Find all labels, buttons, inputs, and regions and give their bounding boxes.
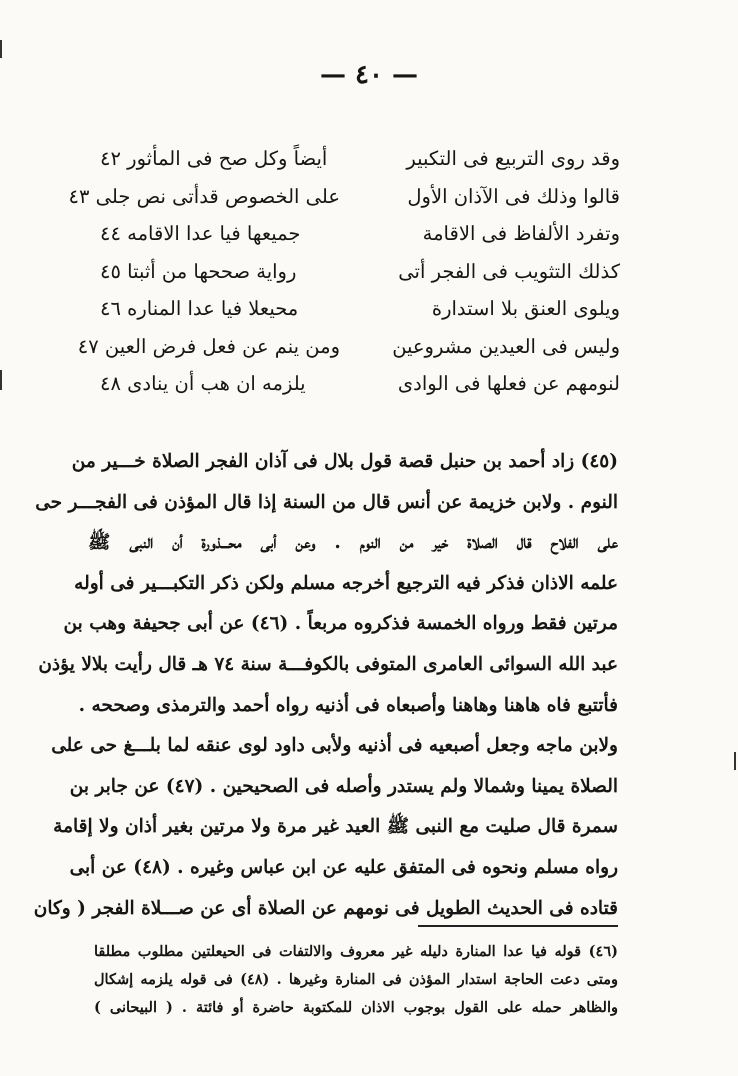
poem-verse — [68, 178, 620, 216]
verse-first-hemistich: وليس فى العيدين مشروعين — [392, 334, 620, 358]
verse-second-hemistich: رواية صححها من أثبتا ٤٥ — [100, 259, 297, 283]
footnote-line: ومتى دعت الحاجة استدار المؤذن فى المنارة وغيرها . (٤٨) فى قوله يلزمه إشكال — [94, 971, 619, 988]
verse-second-hemistich: أيضاً وكل صح فى المأثور ٤٢ — [100, 147, 328, 171]
verse-first-hemistich: ويلوى العنق بلا استدارة — [431, 297, 620, 321]
footnotes — [94, 938, 618, 1022]
footnote-line: (٤٦) قوله فيا عدا المنارة دليله غير معروف والالتفات فى الحيعلتين مطلوب مطلقا — [94, 943, 618, 960]
poem-verse — [100, 290, 620, 328]
commentary-line: (٤٥) زاد أحمد بن حنبل قصة قول بلال فى آذان الفجر الصلاة خـــير من — [71, 451, 618, 472]
commentary-line: علمه الاذان فذكر فيه الترجيع أخرجه مسلم ولكن ذكر التكبـــير فى أوله — [74, 572, 618, 594]
verse-first-hemistich: وتفرد الألفاظ فى الاقامة — [422, 222, 620, 246]
verse-second-hemistich: جميعها فيا عدا الاقامه ٤٤ — [100, 222, 301, 246]
commentary-line: على الفلاح قال الصلاة خير من النوم . وعن أبى محـــذورة أن النبى ﷺ — [88, 532, 618, 554]
commentary-line: الصلاة يمينا وشمالا ولم يستدر وأصله فى الصحيحين . (٤٧) عن جابر بن — [69, 775, 618, 797]
poem-verse — [100, 365, 620, 403]
verse-first-hemistich: قالوا وذلك فى الآذان الأول — [407, 184, 620, 208]
verse-first-hemistich: لنومهم عن فعلها فى الوادى — [397, 372, 620, 396]
commentary-line: قتاده فى الحديث الطويل فى نومهم عن الصلاة أى عن صـــلاة الفجر ( وكان — [33, 897, 618, 919]
verse-first-hemistich: وقد روى التربيع فى التكبير — [406, 147, 620, 171]
commentary-line: عبد الله السوائى العامرى المتوفى بالكوفـــة سنة ٧٤ هـ قال رأيت بلالا يؤذن — [38, 653, 618, 675]
verse-second-hemistich: ومن ينم عن فعل فرض العين ٤٧ — [77, 334, 340, 358]
commentary-line: النوم . ولابن خزيمة عن أنس قال من السنة إذا قال المؤذن فى الفجـــر حى — [35, 491, 618, 513]
verse-second-hemistich: يلزمه ان هب أن ينادى ٤٨ — [100, 372, 306, 396]
commentary-line: ولابن ماجه وجعل أصبعيه فى أذنيه ولأبى داود لوى عنقه لما بلـــغ حى على — [51, 735, 618, 757]
poem-verse — [100, 215, 620, 253]
commentary-line: فأتتبع فاه هاهنا وهاهنا وأصبعاه فى أذنيه رواه أحمد والترمذى وصححه . — [78, 694, 618, 716]
footnote-separator — [418, 925, 618, 927]
left-margin-mark-top — [0, 40, 2, 58]
commentary-line: سمرة قال صليت مع النبى ﷺ العيد غير مرة ولا مرتين بغير أذان ولا إقامة — [53, 816, 618, 838]
poem-verse — [77, 328, 620, 366]
poem-block — [68, 140, 620, 403]
footnote-line: والظاهر حمله على القول بوجوب الاذان للمكتوبة حاضرة أو فائتة . ( البيحانى ) — [94, 999, 618, 1016]
verse-second-hemistich: على الخصوص قدأتى نص جلى ٤٣ — [68, 184, 340, 208]
verse-first-hemistich: كذلك التثويب فى الفجر أتى — [398, 259, 620, 283]
commentary-line: رواه مسلم ونحوه فى المتفق عليه عن ابن عباس وغيره . (٤٨) عن أبى — [69, 856, 618, 878]
poem-verse — [100, 140, 620, 178]
left-margin-mark-middle — [0, 370, 2, 390]
page-number: — ٤٠ — — [319, 60, 419, 90]
commentary-line: مرتين فقط ورواه الخمسة فذكروه مربعاً . (٤٦) عن أبى جحيفة وهب بن — [63, 613, 618, 635]
commentary-text — [33, 442, 618, 929]
verse-second-hemistich: محيعلا فيا عدا المناره ٤٦ — [100, 297, 299, 321]
poem-verse — [100, 253, 620, 291]
right-margin-mark — [734, 752, 736, 770]
